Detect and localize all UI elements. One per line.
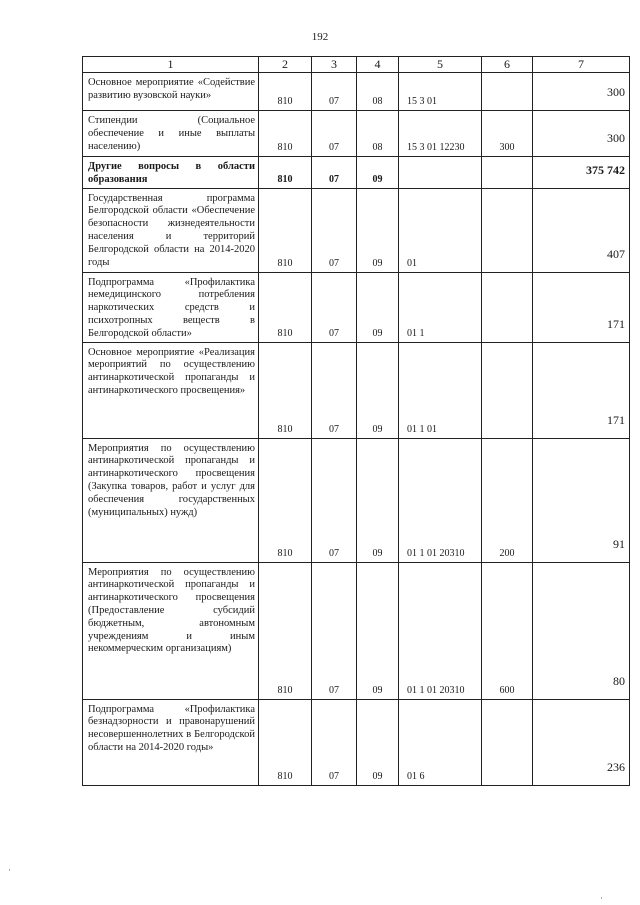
target-article-code — [399, 157, 482, 189]
ministry-code: 810 — [259, 272, 312, 342]
target-article-code: 01 — [399, 188, 482, 272]
column-header: 3 — [312, 57, 357, 73]
amount: 300 — [533, 111, 630, 157]
column-header: 4 — [357, 57, 399, 73]
table-row — [83, 699, 630, 785]
expense-type-code: 300 — [482, 111, 533, 157]
subsection-code: 09 — [357, 562, 399, 699]
amount: 80 — [533, 562, 630, 699]
item-name: Основное мероприятие «Содействие развитию вузовской науки» — [83, 73, 259, 111]
ministry-code: 810 — [259, 342, 312, 438]
subsection-code: 09 — [357, 342, 399, 438]
column-header: 6 — [482, 57, 533, 73]
target-article-code: 01 1 — [399, 272, 482, 342]
amount: 236 — [533, 699, 630, 785]
subsection-code: 08 — [357, 111, 399, 157]
scan-speck: · — [600, 893, 603, 903]
target-article-code: 01 1 01 20310 — [399, 438, 482, 562]
item-name: Подпрограмма «Профилактика безнадзорности и правонарушений несовершеннолетних в Белгородской области на 2014-2020 годы» — [83, 699, 259, 785]
table-row — [83, 438, 630, 562]
expense-type-code — [482, 188, 533, 272]
table-row — [83, 188, 630, 272]
section-code: 07 — [312, 188, 357, 272]
amount: 91 — [533, 438, 630, 562]
target-article-code: 15 3 01 12230 — [399, 111, 482, 157]
table-row — [83, 272, 630, 342]
ministry-code: 810 — [259, 438, 312, 562]
amount: 375 742 — [533, 157, 630, 189]
subsection-code: 09 — [357, 157, 399, 189]
expense-type-code — [482, 157, 533, 189]
table-row — [83, 73, 630, 111]
item-name: Государственная программа Белгородской области «Обеспечение безопасности жизнедеятельности населения и территорий Белгородской области на 2014-2020 годы — [83, 188, 259, 272]
column-header: 1 — [83, 57, 259, 73]
table-body — [83, 73, 630, 786]
expense-type-code — [482, 342, 533, 438]
section-code: 07 — [312, 438, 357, 562]
ministry-code: 810 — [259, 73, 312, 111]
section-code: 07 — [312, 699, 357, 785]
expense-type-code — [482, 699, 533, 785]
expense-type-code: 600 — [482, 562, 533, 699]
budget-table — [82, 56, 630, 786]
ministry-code: 810 — [259, 699, 312, 785]
target-article-code: 01 1 01 20310 — [399, 562, 482, 699]
section-code: 07 — [312, 111, 357, 157]
section-code: 07 — [312, 272, 357, 342]
ministry-code: 810 — [259, 188, 312, 272]
header-row — [83, 57, 630, 73]
subsection-code: 09 — [357, 188, 399, 272]
page-number: 192 — [311, 31, 329, 43]
target-article-code: 15 3 01 — [399, 73, 482, 111]
ministry-code: 810 — [259, 111, 312, 157]
item-name: Мероприятия по осуществлению антинаркотической пропаганды и антинаркотического просвещения (Предоставление субсидий бюджетным, автономным учреждениям и иным некоммерческим организациям) — [83, 562, 259, 699]
table-row — [83, 111, 630, 157]
column-header: 5 — [399, 57, 482, 73]
subsection-code: 09 — [357, 699, 399, 785]
column-header: 7 — [533, 57, 630, 73]
expense-type-code — [482, 272, 533, 342]
amount: 407 — [533, 188, 630, 272]
subsection-code: 09 — [357, 438, 399, 562]
ministry-code: 810 — [259, 157, 312, 189]
section-code: 07 — [312, 157, 357, 189]
amount: 171 — [533, 272, 630, 342]
scan-speck: · — [8, 865, 11, 875]
amount: 171 — [533, 342, 630, 438]
item-name: Другие вопросы в области образования — [83, 157, 259, 189]
subsection-code: 08 — [357, 73, 399, 111]
table-row — [83, 562, 630, 699]
table-row — [83, 342, 630, 438]
item-name: Подпрограмма «Профилактика немедицинского потребления наркотических средств и психотропных веществ в Белгородской области» — [83, 272, 259, 342]
amount: 300 — [533, 73, 630, 111]
item-name: Основное мероприятие «Реализация мероприятий по осуществлению антинаркотической пропаганды и антинаркотического просвещения» — [83, 342, 259, 438]
item-name: Мероприятия по осуществлению антинаркотической пропаганды и антинаркотического просвещения (Закупка товаров, работ и услуг для обеспечения государственных (муниципальных) нужд) — [83, 438, 259, 562]
table-row — [83, 157, 630, 189]
expense-type-code: 200 — [482, 438, 533, 562]
section-code: 07 — [312, 73, 357, 111]
column-header: 2 — [259, 57, 312, 73]
section-code: 07 — [312, 342, 357, 438]
ministry-code: 810 — [259, 562, 312, 699]
target-article-code: 01 1 01 — [399, 342, 482, 438]
subsection-code: 09 — [357, 272, 399, 342]
expense-type-code — [482, 73, 533, 111]
item-name: Стипендии (Социальное обеспечение и иные выплаты населению) — [83, 111, 259, 157]
target-article-code: 01 6 — [399, 699, 482, 785]
section-code: 07 — [312, 562, 357, 699]
